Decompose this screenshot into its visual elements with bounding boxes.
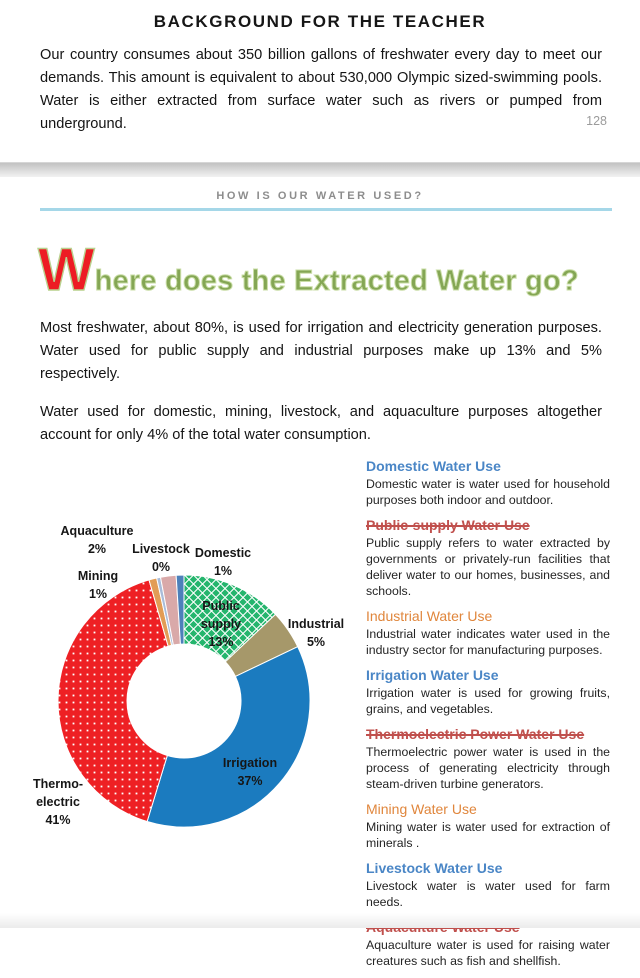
body-paragraph: Water used for domestic, mining, livestock, and aquaculture purposes altogether account for only 4% of the total water consumption. xyxy=(40,404,602,443)
body-paragraph: Most freshwater, about 80%, is used for irrigation and electricity generation purposes. Water used for public supply and industrial purposes make up 13% and 5% respectively. xyxy=(40,320,602,382)
legend-section xyxy=(366,801,610,851)
intro-paragraph: Our country consumes about 350 billion gallons of freshwater every day to meet our demands. This amount is equivalent to about 530,000 Olympic sized-swimming pools. Water is either extracted from surface water such as rivers or pumped from underground. xyxy=(40,47,602,132)
section-header-underline xyxy=(40,208,612,211)
legend-section-title: Industrial Water Use xyxy=(366,608,493,624)
legend-section-title: Domestic Water Use xyxy=(366,458,501,474)
title-dropcap: W xyxy=(38,236,95,303)
slice-label-industrial: Industrial 5% xyxy=(287,617,345,649)
legend-section xyxy=(366,667,610,717)
page-bottom-edge xyxy=(0,913,640,928)
water-use-chart-area xyxy=(0,440,360,840)
legend-section-body: Mining water is water used for extraction of minerals . xyxy=(366,820,610,850)
donut-slices xyxy=(58,575,310,827)
legend-section xyxy=(366,608,610,658)
legend-section-body: Livestock water is water used for farm needs. xyxy=(366,879,610,909)
legend-section-body: Irrigation water is used for growing fruits, grains, and vegetables. xyxy=(366,686,610,716)
legend xyxy=(366,458,610,978)
legend-section-body: Domestic water is water used for household purposes both indoor and outdoor. xyxy=(366,477,610,507)
legend-section-title: Public-supply Water Use xyxy=(366,517,530,533)
legend-section-title: Mining Water Use xyxy=(366,801,477,817)
article-title xyxy=(38,236,598,303)
legend-section-body: Public supply refers to water extracted by governments or privately-run facilities that deliver water to our homes, businesses, and schools. xyxy=(366,536,610,598)
slice-label-thermo-electric: Thermo-electric 41% xyxy=(33,777,83,827)
slice-label-mining: Mining 1% xyxy=(77,569,119,601)
slice-label-aquaculture: Aquaculture 2% xyxy=(60,524,134,556)
slice-label-irrigation: Irrigation 37% xyxy=(222,756,278,788)
page-title: BACKGROUND FOR THE TEACHER xyxy=(153,12,487,31)
legend-section-body: Aquaculture water is used for raising water creatures such as fish and shellfish. xyxy=(366,938,610,968)
slice-label-public-supply: Public supply 13% xyxy=(200,599,242,649)
title-text: here does the Extracted Water go? xyxy=(94,265,579,297)
legend-section xyxy=(366,726,610,792)
legend-section xyxy=(366,458,610,508)
page-number: 128 xyxy=(586,114,607,128)
legend-section-title: Thermoelectric Power Water Use xyxy=(366,726,585,742)
donut-chart xyxy=(0,440,360,840)
legend-section-title: Irrigation Water Use xyxy=(366,667,499,683)
legend-section-title: Livestock Water Use xyxy=(366,860,503,876)
legend-section xyxy=(366,517,610,599)
page-break-divider xyxy=(0,162,640,177)
slice-irrigation xyxy=(147,647,310,827)
slice-label-domestic: Domestic 1% xyxy=(194,546,252,578)
slice-label-livestock: Livestock 0% xyxy=(132,542,190,574)
legend-section-body: Thermoelectric power water is used in the process of generating electricity through steam-driven turbine generators. xyxy=(366,745,610,791)
legend-section xyxy=(366,860,610,910)
legend-section-body: Industrial water indicates water used in the industry sector for manufacturing purposes. xyxy=(366,627,610,657)
section-header: HOW IS OUR WATER USED? xyxy=(216,190,424,202)
